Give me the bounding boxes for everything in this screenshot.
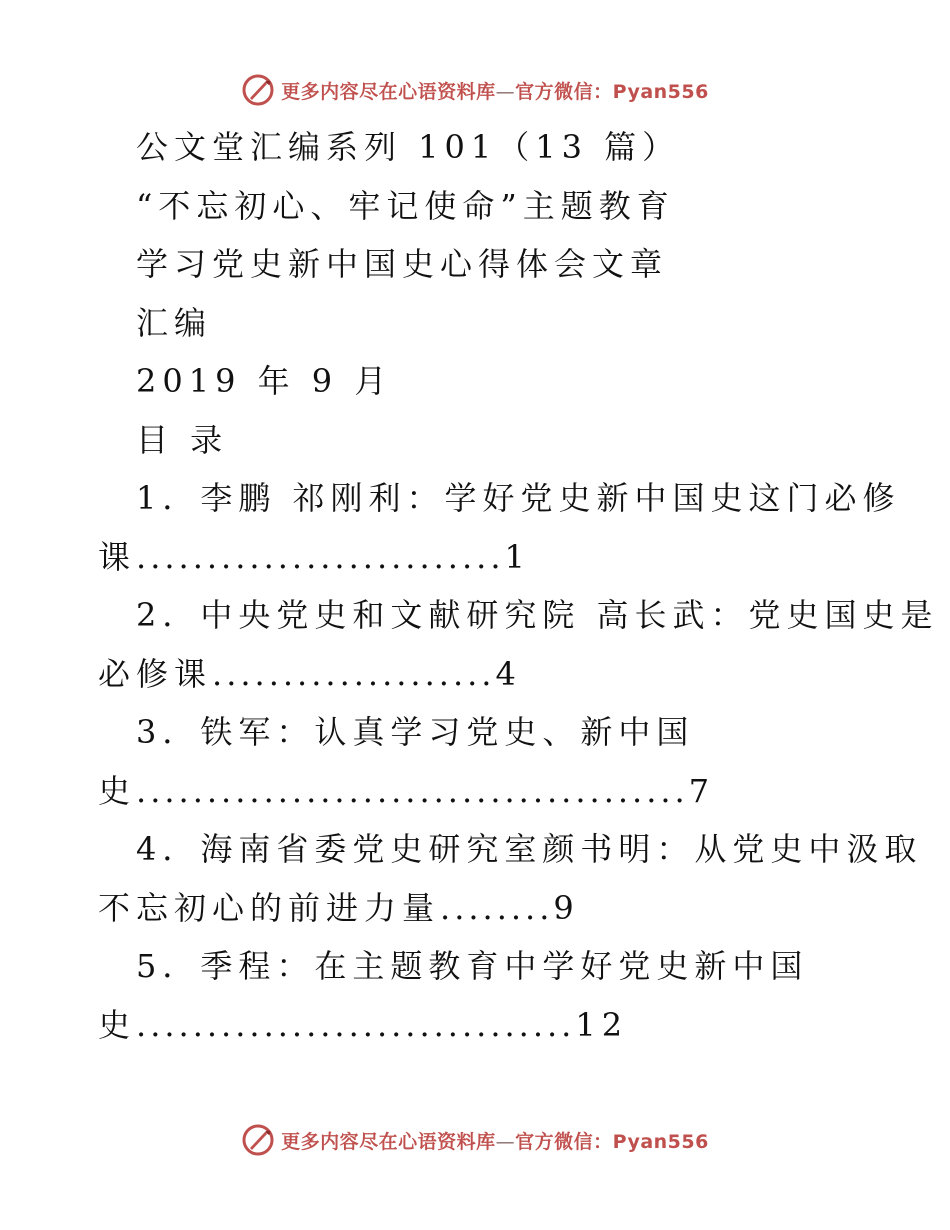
toc-item-1-page: 1: [504, 537, 531, 576]
toc-item-5-tail: 史: [98, 1005, 137, 1044]
toc-item-5-page: 12: [575, 1005, 629, 1044]
toc-item-4-title: 4．海南省委党史研究室颜书明：从党史中汲取: [136, 830, 923, 868]
document-body: [0, 118, 950, 1054]
watermark-text: [281, 77, 709, 104]
watermark-main-text: 更多内容尽在心语资料库: [281, 80, 496, 103]
toc-item-2-title: 2．中央党史和文献研究院 高长武：党史国史是: [136, 596, 939, 634]
toc-item-4-tail: 不忘初心的前进力量: [98, 888, 441, 927]
toc-item-1-leader: ..........................: [136, 537, 505, 576]
watermark-banner-bottom: [0, 1120, 950, 1160]
quill-pen-circle-icon: [241, 1123, 275, 1157]
document-title: 学习党史新中国史心得体会文章: [136, 245, 669, 283]
toc-item-1-title: 1．李鹏 祁刚利：学好党史新中国史这门必修: [136, 479, 901, 517]
toc-item-1-continuation: [0, 528, 950, 587]
toc-item-3-tail: 史: [98, 771, 137, 810]
watermark-separator: —: [495, 80, 516, 103]
watermark-separator: —: [495, 1130, 516, 1153]
toc-item-3-page: 7: [688, 771, 716, 810]
toc-item-1-tail: 课: [98, 537, 137, 576]
watermark-text: [281, 1127, 709, 1154]
watermark-official-text: 官方微信：: [515, 1130, 613, 1153]
toc-item-2-continuation: [0, 645, 950, 704]
theme-line: “不忘初心、牢记使命”主题教育: [136, 186, 675, 225]
toc-item-3-continuation: [0, 762, 950, 821]
toc-item-3-title: 3．铁军：认真学习党史、新中国: [136, 713, 695, 751]
watermark-content: [241, 1123, 709, 1157]
toc-item-2-tail: 必修课: [98, 654, 213, 693]
toc-heading: 目 录: [136, 420, 229, 459]
toc-item-3-leader: .......................................: [136, 771, 689, 810]
watermark-main-text: 更多内容尽在心语资料库: [281, 1130, 496, 1153]
document-subtitle: 汇编: [136, 303, 213, 342]
watermark-wechat-id: Pyan556: [612, 80, 709, 103]
watermark-official-text: 官方微信：: [515, 80, 613, 103]
watermark-content: [241, 73, 709, 107]
toc-item-5-title: 5．季程：在主题教育中学好党史新中国: [136, 947, 809, 985]
watermark-banner-top: [0, 70, 950, 110]
toc-item-4-continuation: [0, 879, 950, 938]
toc-item-5-continuation: [0, 996, 950, 1055]
toc-item-4-page: 9: [553, 888, 580, 927]
series-line: 公文堂汇编系列 101（13 篇）: [136, 128, 681, 166]
toc-item-2-leader: ....................: [212, 654, 496, 693]
toc-item-5-leader: ...............................: [136, 1005, 576, 1044]
toc-item-4-leader: ........: [440, 888, 554, 927]
document-date: 2019 年 9 月: [136, 362, 393, 400]
toc-item-2-page: 4: [495, 654, 522, 693]
watermark-wechat-id: Pyan556: [612, 1130, 709, 1153]
quill-pen-circle-icon: [241, 73, 275, 107]
